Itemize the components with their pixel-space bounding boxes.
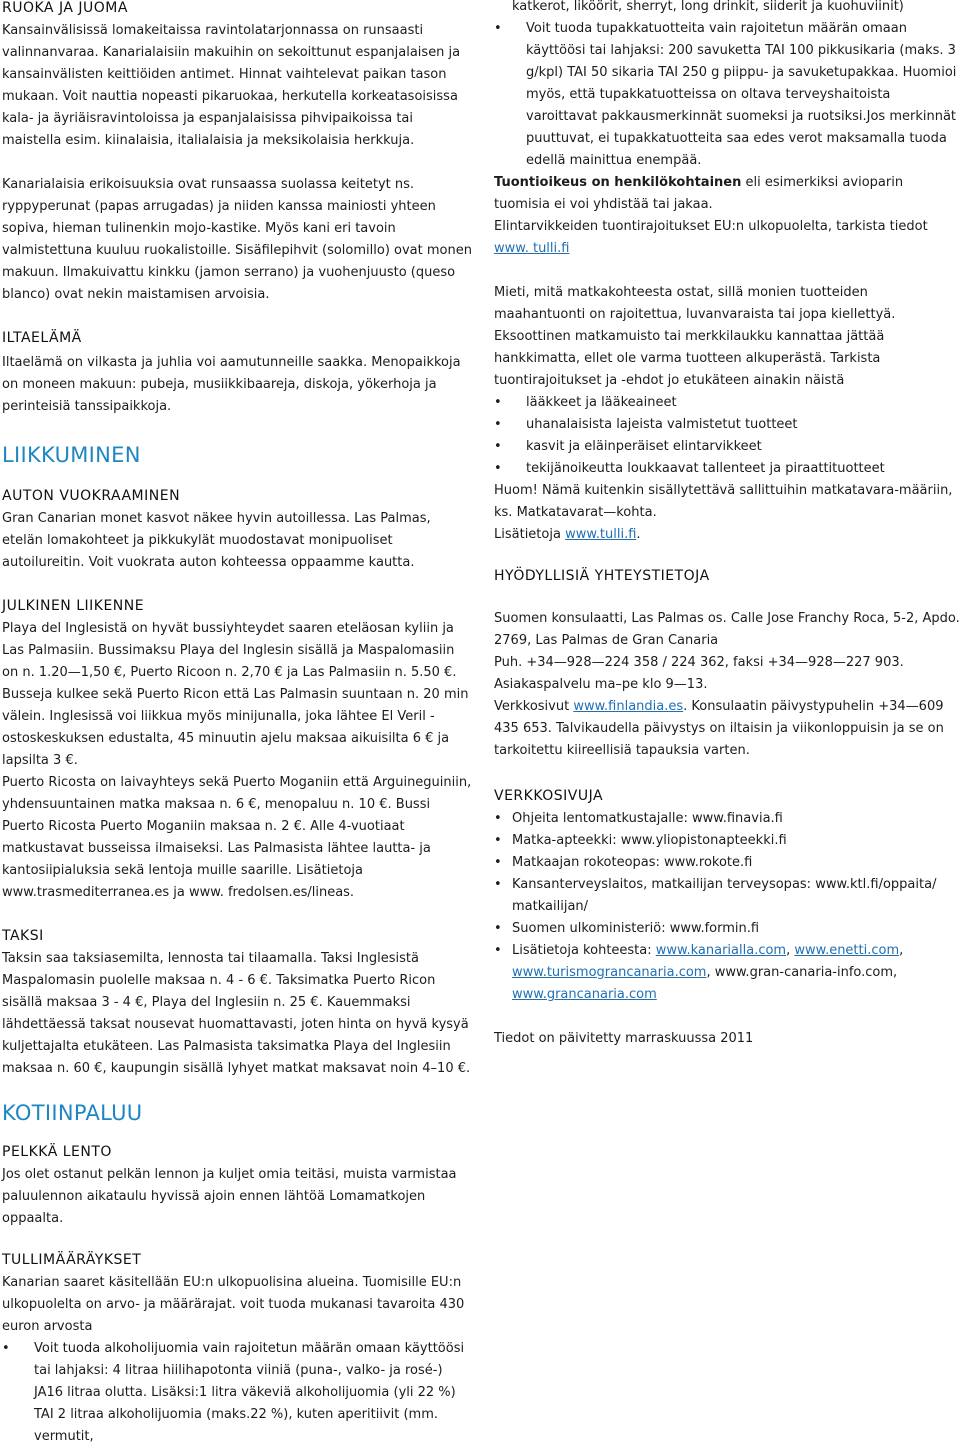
right-column	[494, 0, 960, 1050]
hyodylliset-heading: HYÖDYLLISIÄ YHTEYSTIETOJA	[494, 568, 710, 584]
auto-paragraph: Gran Canarian monet kasvot näkee hyvin autoillessa. Las Palmas, etelän lomakohteet ja pikkukylät muodostavat monipuoliset autoilureitin. Voit vuokrata auton kohteessa oppaamme kautta.	[2, 511, 431, 570]
auto-heading: AUTON VUOKRAAMINEN	[2, 488, 181, 504]
verkkosivut-text: Verkkosivut	[494, 699, 574, 714]
tulli-heading: TULLIMÄÄRÄYKSET	[2, 1252, 142, 1268]
enetti-link[interactable]: www.enetti.com	[794, 943, 900, 958]
lisatietoja-text: Lisätietoja	[494, 527, 566, 542]
pelkka-heading: PELKKÄ LENTO	[2, 1144, 112, 1160]
iltaelama-heading: ILTAELÄMÄ	[2, 330, 82, 346]
ruoka-paragraph-2: Kanarialaisia erikoisuuksia ovat runsaassa suolassa keitetyt ns. ryppyperunat (papas arrugadas) ja niiden kanssa mainiosti yhteen sopiva, hieman tulinenkin mojo-kastike. Myös kani eri tavoin valmistettuna kuuluu ruokalistoille. Sisäfilepihvit (solomillo) ovat monen makuun. Ilmakuivattu kinkku (jamon serrano) ja vuohenjuusto (queso blanco) ovat nekin maistamisen arvoisia.	[2, 177, 472, 302]
verkkosivuja-heading: VERKKOSIVUJA	[494, 788, 604, 804]
mieti-paragraph: Mieti, mitä matkakohteesta ostat, sillä monien tuotteiden maahantuonti on rajoitettua, luvanvaraista tai jopa kiellettyä. Eksoottinen matkamuisto tai merkkilaukku kannattaa jättää hankkimatta, ellet ole varma tuotteen alkuperästä. Tarkista tuontirajoitukset ja -ehdot jo etukäteen ainakin näistä	[494, 285, 896, 388]
pelkka-paragraph: Jos olet ostanut pelkän lennon ja kuljet omia teitäsi, muista varmistaa paluulennon aikataulu hyvissä ajoin ennen lähtöä Lomamatkojen oppaalta.	[2, 1167, 457, 1226]
list-item	[494, 940, 960, 1006]
ruoka-heading: RUOKA JA JUOMA	[2, 0, 128, 16]
tuonti-bold: Tuontioikeus on henkilökohtainen	[494, 175, 742, 190]
kanarialla-link[interactable]: www.kanarialla.com	[655, 943, 787, 958]
list-item: • kasvit ja eläinperäiset elintarvikkeet	[494, 436, 960, 458]
julkinen-paragraph-2: Puerto Ricosta on laivayhteys sekä Puerto Moganiin että Arguineguiniin, yhdensuuntainen matka maksaa n. 6 €, menopaluu n. 10 €. Bussi Puerto Ricosta Puerto Moganiin maksaa n. 2 €. Alle 4-vuotiaat matkustavat busseissa ilmaiseksi. Las Palmasista lähtee lautta- ja kantosiipialuksia sekä lentoja muille saarille. Lisätietoja www.trasmediterranea.es ja www. fredolsen.es/lineas.	[2, 775, 472, 900]
list-item: • uhanalaisista lajeista valmistetut tuotteet	[494, 414, 960, 436]
left-column	[2, 0, 474, 1448]
tobacco-list	[494, 18, 960, 172]
tulli-paragraph: Kanarian saaret käsitellään EU:n ulkopuolisina alueina. Tuomisille EU:n ulkopuolelta on arvo- ja määrärajat. voit tuoda mukanasi tavaroita 430 euron arvosta	[2, 1275, 465, 1334]
lisat-kohteesta-text: Lisätietoja kohteesta:	[512, 943, 656, 958]
list-item: • Matkaajan rokoteopas: www.rokote.fi	[494, 852, 960, 874]
separator: ,	[899, 943, 904, 958]
list-item: • Suomen ulkoministeriö: www.formin.fi	[494, 918, 960, 940]
updated-note: Tiedot on päivitetty marraskuussa 2011	[494, 1031, 754, 1046]
verkkosivut-rest: . Konsulaatin päivystypuhelin +34—609 435 653. Talvikaudella päivystys on iltaisin ja viikonloppuisin ja se on tarkoitettu kiireellisiä tapauksia varten.	[494, 699, 944, 758]
tulli-link[interactable]: www.tulli.fi	[565, 527, 637, 542]
tulli-list	[2, 1338, 474, 1448]
tuonti-paragraph	[494, 172, 960, 216]
taksi-paragraph: Taksin saa taksiasemilta, lennosta tai tilaamalla. Taksi Inglesistä Maspalomasin puolelle maksaa n. 4 - 6 €. Taksimatka Puerto Ricon sisällä maksaa 3 - 4 €, Playa del Inglesiin n. 25 €. Kauemmaksi lähdettäessä taksat nousevat huomattavasti, joten hinta on hyvä kysyä kuljettajalta etukäteen. Las Palmasista taksimatka Playa del Inglesiin maksaa n. 60 €, kaupungin sisällä lyhyet matkat maksavat noin 4–10 €.	[2, 951, 471, 1076]
konsulaatti-address: Suomen konsulaatti, Las Palmas os. Calle Jose Franchy Roca, 5-2, Apdo. 2769, Las Palmas de Gran Canaria	[494, 611, 960, 648]
kotiinpaluu-heading: KOTIINPALUU	[2, 1101, 143, 1125]
list-item: • Ohjeita lentomatkustajalle: www.finavia.fi	[494, 808, 960, 830]
taksi-heading: TAKSI	[2, 928, 44, 944]
finlandia-link[interactable]: www.finlandia.es	[573, 699, 684, 714]
ruoka-paragraph-1: Kansainvälisissä lomakeitaissa ravintolatarjonnassa on runsaasti valinnanvaraa. Kanarialaisiin makuihin on sekoittunut espanjalaisen ja kansainvälisten keittiöiden antimet. Hinnat vaihtelevat paikan tason mukaan. Voit nauttia nopeasti pikaruokaa, herkutella korkeatasoisissa kala- ja äyriäisravintoloissa ja espanjalaisissa pihvipaikoissa tai maistella esim. kiinalaisia, italialaisia ja meksikolaisia herkkuja.	[2, 23, 461, 148]
mieti-list	[494, 392, 960, 480]
lisatietoja-end: .	[636, 527, 641, 542]
julkinen-heading: JULKINEN LIIKENNE	[2, 598, 145, 614]
separator: ,	[786, 943, 795, 958]
huom-paragraph: Huom! Nämä kuitenkin sisällytettävä sallittuihin matkatavara-määriin, ks. Matkatavarat—kohta.	[494, 483, 953, 520]
tulli-link[interactable]: www. tulli.fi	[494, 241, 570, 256]
list-item: • Matka-apteekki: www.yliopistonapteekki.fi	[494, 830, 960, 852]
list-item: • lääkkeet ja lääkeaineet	[494, 392, 960, 414]
turismo-link[interactable]: www.turismograncanaria.com	[512, 965, 707, 980]
list-item: • Kansanterveyslaitos, matkailijan terveysopas: www.ktl.fi/oppaita/ matkailijan/	[494, 874, 960, 918]
grancanaria-link[interactable]: www.grancanaria.com	[512, 987, 657, 1002]
web-list	[494, 808, 960, 1006]
lisatietoja-paragraph	[494, 524, 960, 546]
konsulaatti-phone: Puh. +34—928—224 358 / 224 362, faksi +34—928—227 903. Asiakaspalvelu ma–pe klo 9—13.	[494, 655, 904, 692]
continued-text: katkerot, liköörit, sherryt, long drinkit, siiderit ja kuohuviinit)	[512, 0, 904, 14]
tuonti-rest: eli esimerkiksi avioparin tuomisia ei voi yhdistää tai jakaa.	[494, 175, 904, 212]
separator: , www.gran-canaria-info.com,	[706, 965, 898, 980]
julkinen-paragraph-1: Playa del Inglesistä on hyvät bussiyhteydet saaren eteläosan kyliin ja Las Palmasiin. Bussimaksu Playa del Inglesin sisällä ja Maspalomasiin on n. 1.20—1,50 €, Puerto Ricoon n. 2,70 € ja Las Palmasiin n. 5.50 €. Busseja kulkee sekä Puerto Ricon että Las Palmasin suuntaan n. 20 min välein. Inglesissä voi liikkua myös minijunalla, joka lähtee El Veril -ostoskeskuksen edustalta, 45 minuutin ajelu maksaa aikuisilta 6 € ja lapsilta 3 €.	[2, 621, 469, 768]
list-item: • tekijänoikeutta loukkaavat tallenteet ja piraattituotteet	[494, 458, 960, 480]
verkkosivut-paragraph	[494, 696, 960, 762]
elintarvike-text: Elintarvikkeiden tuontirajoitukset EU:n ulkopuolelta, tarkista tiedot	[494, 219, 928, 234]
list-item: • Voit tuoda tupakkatuotteita vain rajoitetun määrän omaan käyttöösi tai lahjaksi: 200 savuketta TAI 100 pikkusikaria (maks. 3 g/kpl) TAI 50 sikaria TAI 250 g piippu- ja savuketupakkaa. Huomioi myös, että tupakkatuotteissa on oltava terveyshaitoista varoittavat pakkausmerkinnät suomeksi ja ruotsiksi.Jos merkinnät puuttuvat, ei tupakkatuotteita saa edes verot maksamalla tuoda edellä mainittua enempää.	[494, 18, 960, 172]
liikkuminen-heading: LIIKKUMINEN	[2, 443, 141, 467]
list-item: • Voit tuoda alkoholijuomia vain rajoitetun määrän omaan käyttöösi tai lahjaksi: 4 litraa hiilihapotonta viiniä (puna-, valko- ja rosé-) JA16 litraa olutta. Lisäksi:1 litra väkeviä alkoholijuomia (yli 22 %) TAI 2 litraa alkoholijuomia (maks.22 %), kuten aperitiivit (mm. vermutit,	[2, 1338, 474, 1448]
elintarvike-paragraph	[494, 216, 960, 260]
iltaelama-paragraph: Iltaelämä on vilkasta ja juhlia voi aamutunneille saakka. Menopaikkoja on moneen makuun: pubeja, musiikkibaareja, diskoja, yökerhoja ja perinteisiä tanssipaikkoja.	[2, 355, 461, 414]
